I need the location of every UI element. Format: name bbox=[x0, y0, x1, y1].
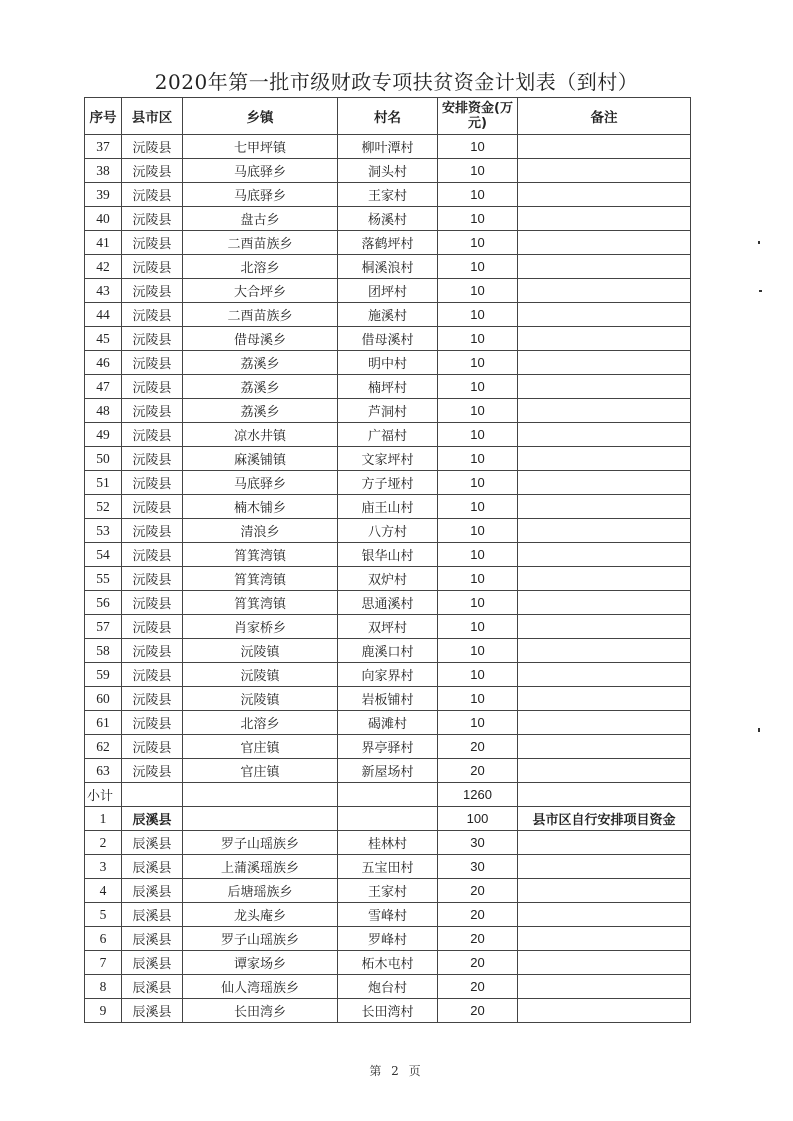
cell-township: 七甲坪镇 bbox=[183, 135, 338, 159]
table-row bbox=[85, 351, 691, 375]
cell-village: 碣滩村 bbox=[338, 711, 438, 735]
cell-village: 庙王山村 bbox=[338, 495, 438, 519]
cell-remarks bbox=[518, 759, 691, 783]
cell-funds: 10 bbox=[438, 375, 518, 399]
cell-village: 文家坪村 bbox=[338, 447, 438, 471]
cell-index: 42 bbox=[85, 255, 122, 279]
cell-funds: 20 bbox=[438, 759, 518, 783]
cell-village: 杨溪村 bbox=[338, 207, 438, 231]
cell-village: 借母溪村 bbox=[338, 327, 438, 351]
cell-county: 沅陵县 bbox=[122, 543, 183, 567]
cell-village: 炮台村 bbox=[338, 975, 438, 999]
cell-village: 桐溪浪村 bbox=[338, 255, 438, 279]
cell-index: 44 bbox=[85, 303, 122, 327]
cell-village: 明中村 bbox=[338, 351, 438, 375]
cell-remarks bbox=[518, 543, 691, 567]
scan-speck bbox=[758, 728, 760, 732]
cell-county: 辰溪县 bbox=[122, 927, 183, 951]
header-township: 乡镇 bbox=[183, 98, 338, 135]
cell-township: 沅陵镇 bbox=[183, 687, 338, 711]
table-row bbox=[85, 567, 691, 591]
table-row bbox=[85, 399, 691, 423]
cell-township: 罗子山瑶族乡 bbox=[183, 831, 338, 855]
table-row bbox=[85, 711, 691, 735]
cell-county: 沅陵县 bbox=[122, 519, 183, 543]
table-row bbox=[85, 615, 691, 639]
cell-remarks bbox=[518, 447, 691, 471]
cell-village: 团坪村 bbox=[338, 279, 438, 303]
cell-township: 马底驿乡 bbox=[183, 471, 338, 495]
cell-remarks bbox=[518, 159, 691, 183]
table-row bbox=[85, 327, 691, 351]
table-row bbox=[85, 951, 691, 975]
cell-village: 向家界村 bbox=[338, 663, 438, 687]
cell-village: 柘木屯村 bbox=[338, 951, 438, 975]
cell-funds: 10 bbox=[438, 303, 518, 327]
cell-remarks bbox=[518, 879, 691, 903]
table-row bbox=[85, 135, 691, 159]
cell-village: 长田湾村 bbox=[338, 999, 438, 1023]
cell-remarks bbox=[518, 687, 691, 711]
cell-funds: 20 bbox=[438, 999, 518, 1023]
cell-township: 谭家场乡 bbox=[183, 951, 338, 975]
table-row bbox=[85, 687, 691, 711]
cell-remarks bbox=[518, 711, 691, 735]
cell-index: 38 bbox=[85, 159, 122, 183]
cell-index: 8 bbox=[85, 975, 122, 999]
cell-funds: 20 bbox=[438, 975, 518, 999]
cell-township: 上蒲溪瑶族乡 bbox=[183, 855, 338, 879]
cell-village: 柳叶潭村 bbox=[338, 135, 438, 159]
cell-remarks bbox=[518, 255, 691, 279]
cell-index: 1 bbox=[85, 807, 122, 831]
cell-remarks bbox=[518, 591, 691, 615]
cell-county: 沅陵县 bbox=[122, 447, 183, 471]
cell-county: 沅陵县 bbox=[122, 759, 183, 783]
cell-index: 小计 bbox=[85, 783, 122, 807]
cell-remarks bbox=[518, 375, 691, 399]
cell-funds: 20 bbox=[438, 879, 518, 903]
cell-index: 49 bbox=[85, 423, 122, 447]
cell-funds: 10 bbox=[438, 567, 518, 591]
cell-village: 芦洞村 bbox=[338, 399, 438, 423]
cell-index: 60 bbox=[85, 687, 122, 711]
cell-county: 沅陵县 bbox=[122, 159, 183, 183]
cell-county: 沅陵县 bbox=[122, 327, 183, 351]
cell-county: 沅陵县 bbox=[122, 567, 183, 591]
cell-village: 广福村 bbox=[338, 423, 438, 447]
table-row bbox=[85, 855, 691, 879]
cell-funds: 100 bbox=[438, 807, 518, 831]
cell-index: 4 bbox=[85, 879, 122, 903]
cell-funds: 20 bbox=[438, 927, 518, 951]
cell-funds: 20 bbox=[438, 735, 518, 759]
cell-index: 5 bbox=[85, 903, 122, 927]
cell-village: 落鹤坪村 bbox=[338, 231, 438, 255]
cell-township: 北溶乡 bbox=[183, 255, 338, 279]
subtotal-row bbox=[85, 783, 691, 807]
cell-county: 辰溪县 bbox=[122, 831, 183, 855]
table-row bbox=[85, 519, 691, 543]
cell-village: 思通溪村 bbox=[338, 591, 438, 615]
header-village: 村名 bbox=[338, 98, 438, 135]
cell-township: 龙头庵乡 bbox=[183, 903, 338, 927]
table-row bbox=[85, 375, 691, 399]
cell-township: 官庄镇 bbox=[183, 735, 338, 759]
header-index: 序号 bbox=[85, 98, 122, 135]
table-row bbox=[85, 279, 691, 303]
cell-county: 沅陵县 bbox=[122, 303, 183, 327]
cell-funds: 20 bbox=[438, 903, 518, 927]
table-row bbox=[85, 975, 691, 999]
cell-village: 施溪村 bbox=[338, 303, 438, 327]
cell-index: 61 bbox=[85, 711, 122, 735]
cell-county: 沅陵县 bbox=[122, 375, 183, 399]
cell-funds: 20 bbox=[438, 951, 518, 975]
cell-village: 桂林村 bbox=[338, 831, 438, 855]
cell-village bbox=[338, 783, 438, 807]
table-row bbox=[85, 207, 691, 231]
cell-index: 56 bbox=[85, 591, 122, 615]
cell-remarks bbox=[518, 567, 691, 591]
header-funds: 安排资金(万元) bbox=[438, 98, 518, 135]
cell-village: 罗峰村 bbox=[338, 927, 438, 951]
cell-county: 沅陵县 bbox=[122, 471, 183, 495]
cell-township: 清浪乡 bbox=[183, 519, 338, 543]
cell-funds: 10 bbox=[438, 495, 518, 519]
cell-funds: 30 bbox=[438, 855, 518, 879]
document-title: 2020年第一批市级财政专项扶贫资金计划表（到村） bbox=[154, 70, 639, 94]
table-row bbox=[85, 543, 691, 567]
cell-county: 沅陵县 bbox=[122, 735, 183, 759]
cell-county: 辰溪县 bbox=[122, 879, 183, 903]
cell-village: 双炉村 bbox=[338, 567, 438, 591]
cell-county: 辰溪县 bbox=[122, 999, 183, 1023]
cell-funds: 10 bbox=[438, 687, 518, 711]
cell-index: 37 bbox=[85, 135, 122, 159]
table-row bbox=[85, 999, 691, 1023]
cell-index: 57 bbox=[85, 615, 122, 639]
cell-funds: 10 bbox=[438, 711, 518, 735]
cell-remarks bbox=[518, 423, 691, 447]
table-row bbox=[85, 231, 691, 255]
cell-index: 62 bbox=[85, 735, 122, 759]
cell-township: 大合坪乡 bbox=[183, 279, 338, 303]
cell-index: 63 bbox=[85, 759, 122, 783]
cell-township: 马底驿乡 bbox=[183, 183, 338, 207]
cell-funds: 10 bbox=[438, 639, 518, 663]
cell-county: 沅陵县 bbox=[122, 279, 183, 303]
cell-village: 界亭驿村 bbox=[338, 735, 438, 759]
cell-county: 沅陵县 bbox=[122, 231, 183, 255]
cell-funds: 10 bbox=[438, 447, 518, 471]
cell-funds: 1260 bbox=[438, 783, 518, 807]
cell-county: 沅陵县 bbox=[122, 207, 183, 231]
cell-index: 2 bbox=[85, 831, 122, 855]
cell-remarks bbox=[518, 663, 691, 687]
table-row bbox=[85, 879, 691, 903]
cell-township: 二酉苗族乡 bbox=[183, 303, 338, 327]
cell-index: 3 bbox=[85, 855, 122, 879]
cell-funds: 10 bbox=[438, 399, 518, 423]
cell-remarks bbox=[518, 927, 691, 951]
cell-county: 沅陵县 bbox=[122, 591, 183, 615]
table-row bbox=[85, 639, 691, 663]
cell-county: 沅陵县 bbox=[122, 351, 183, 375]
cell-village: 银华山村 bbox=[338, 543, 438, 567]
table-body bbox=[85, 135, 691, 1023]
cell-remarks bbox=[518, 351, 691, 375]
cell-remarks bbox=[518, 999, 691, 1023]
cell-index: 46 bbox=[85, 351, 122, 375]
cell-index: 9 bbox=[85, 999, 122, 1023]
cell-township: 借母溪乡 bbox=[183, 327, 338, 351]
cell-township: 盘古乡 bbox=[183, 207, 338, 231]
cell-township: 沅陵镇 bbox=[183, 663, 338, 687]
cell-funds: 10 bbox=[438, 255, 518, 279]
table-row bbox=[85, 663, 691, 687]
header-county: 县市区 bbox=[122, 98, 183, 135]
cell-index: 51 bbox=[85, 471, 122, 495]
scan-speck bbox=[758, 241, 760, 244]
cell-remarks bbox=[518, 951, 691, 975]
scan-speck bbox=[759, 290, 762, 292]
cell-village bbox=[338, 807, 438, 831]
cell-village: 双坪村 bbox=[338, 615, 438, 639]
cell-index: 58 bbox=[85, 639, 122, 663]
cell-county: 沅陵县 bbox=[122, 423, 183, 447]
cell-remarks bbox=[518, 903, 691, 927]
cell-township: 沅陵镇 bbox=[183, 639, 338, 663]
cell-index: 39 bbox=[85, 183, 122, 207]
cell-township: 长田湾乡 bbox=[183, 999, 338, 1023]
cell-index: 45 bbox=[85, 327, 122, 351]
cell-index: 59 bbox=[85, 663, 122, 687]
table-row bbox=[85, 903, 691, 927]
cell-index: 53 bbox=[85, 519, 122, 543]
cell-funds: 10 bbox=[438, 663, 518, 687]
cell-index: 40 bbox=[85, 207, 122, 231]
page-number: 第 2 页 bbox=[369, 1064, 424, 1078]
cell-township: 筲箕湾镇 bbox=[183, 543, 338, 567]
cell-funds: 30 bbox=[438, 831, 518, 855]
cell-funds: 10 bbox=[438, 543, 518, 567]
cell-village: 雪峰村 bbox=[338, 903, 438, 927]
cell-village: 五宝田村 bbox=[338, 855, 438, 879]
cell-county: 沅陵县 bbox=[122, 495, 183, 519]
cell-funds: 10 bbox=[438, 159, 518, 183]
cell-index: 7 bbox=[85, 951, 122, 975]
cell-township bbox=[183, 807, 338, 831]
cell-funds: 10 bbox=[438, 327, 518, 351]
cell-county: 沅陵县 bbox=[122, 135, 183, 159]
table-row bbox=[85, 255, 691, 279]
table-row bbox=[85, 927, 691, 951]
cell-county: 沅陵县 bbox=[122, 615, 183, 639]
cell-funds: 10 bbox=[438, 519, 518, 543]
table-row bbox=[85, 423, 691, 447]
cell-village: 洞头村 bbox=[338, 159, 438, 183]
cell-county: 沅陵县 bbox=[122, 399, 183, 423]
table-row bbox=[85, 759, 691, 783]
cell-township: 北溶乡 bbox=[183, 711, 338, 735]
cell-index: 52 bbox=[85, 495, 122, 519]
cell-county: 辰溪县 bbox=[122, 951, 183, 975]
header-remarks: 备注 bbox=[518, 98, 691, 135]
cell-remarks bbox=[518, 495, 691, 519]
cell-county: 沅陵县 bbox=[122, 663, 183, 687]
cell-remarks bbox=[518, 303, 691, 327]
cell-township: 筲箕湾镇 bbox=[183, 567, 338, 591]
cell-remarks bbox=[518, 207, 691, 231]
cell-county: 辰溪县 bbox=[122, 807, 183, 831]
cell-county bbox=[122, 783, 183, 807]
cell-township: 仙人湾瑶族乡 bbox=[183, 975, 338, 999]
cell-remarks bbox=[518, 639, 691, 663]
cell-remarks bbox=[518, 399, 691, 423]
cell-township: 二酉苗族乡 bbox=[183, 231, 338, 255]
cell-township bbox=[183, 783, 338, 807]
table-header-row bbox=[85, 98, 691, 135]
cell-funds: 10 bbox=[438, 135, 518, 159]
cell-remarks bbox=[518, 471, 691, 495]
cell-county: 沅陵县 bbox=[122, 183, 183, 207]
cell-funds: 10 bbox=[438, 351, 518, 375]
cell-remarks bbox=[518, 279, 691, 303]
cell-village: 八方村 bbox=[338, 519, 438, 543]
cell-township: 后塘瑶族乡 bbox=[183, 879, 338, 903]
cell-county: 沅陵县 bbox=[122, 255, 183, 279]
cell-funds: 10 bbox=[438, 183, 518, 207]
cell-county: 沅陵县 bbox=[122, 687, 183, 711]
cell-township: 荔溪乡 bbox=[183, 351, 338, 375]
cell-remarks: 县市区自行安排项目资金 bbox=[518, 807, 691, 831]
cell-index: 43 bbox=[85, 279, 122, 303]
cell-county: 辰溪县 bbox=[122, 975, 183, 999]
cell-remarks bbox=[518, 975, 691, 999]
cell-remarks bbox=[518, 783, 691, 807]
cell-township: 肖家桥乡 bbox=[183, 615, 338, 639]
cell-funds: 10 bbox=[438, 471, 518, 495]
cell-village: 鹿溪口村 bbox=[338, 639, 438, 663]
cell-remarks bbox=[518, 855, 691, 879]
cell-township: 楠木铺乡 bbox=[183, 495, 338, 519]
table-row bbox=[85, 471, 691, 495]
table-row bbox=[85, 447, 691, 471]
cell-index: 55 bbox=[85, 567, 122, 591]
cell-funds: 10 bbox=[438, 615, 518, 639]
cell-funds: 10 bbox=[438, 591, 518, 615]
cell-township: 凉水井镇 bbox=[183, 423, 338, 447]
cell-village: 方子垭村 bbox=[338, 471, 438, 495]
cell-township: 荔溪乡 bbox=[183, 399, 338, 423]
cell-funds: 10 bbox=[438, 423, 518, 447]
cell-village: 王家村 bbox=[338, 183, 438, 207]
cell-township: 罗子山瑶族乡 bbox=[183, 927, 338, 951]
table-row bbox=[85, 159, 691, 183]
cell-funds: 10 bbox=[438, 279, 518, 303]
cell-index: 54 bbox=[85, 543, 122, 567]
cell-village: 楠坪村 bbox=[338, 375, 438, 399]
cell-index: 47 bbox=[85, 375, 122, 399]
cell-village: 新屋场村 bbox=[338, 759, 438, 783]
funding-plan-table bbox=[84, 97, 691, 1023]
cell-remarks bbox=[518, 327, 691, 351]
cell-remarks bbox=[518, 183, 691, 207]
cell-funds: 10 bbox=[438, 231, 518, 255]
cell-township: 官庄镇 bbox=[183, 759, 338, 783]
cell-township: 荔溪乡 bbox=[183, 375, 338, 399]
cell-remarks bbox=[518, 519, 691, 543]
cell-township: 筲箕湾镇 bbox=[183, 591, 338, 615]
cell-index: 50 bbox=[85, 447, 122, 471]
table-row bbox=[85, 591, 691, 615]
cell-index: 48 bbox=[85, 399, 122, 423]
cell-township: 马底驿乡 bbox=[183, 159, 338, 183]
cell-county: 辰溪县 bbox=[122, 855, 183, 879]
cell-index: 41 bbox=[85, 231, 122, 255]
cell-county: 沅陵县 bbox=[122, 639, 183, 663]
cell-index: 6 bbox=[85, 927, 122, 951]
cell-remarks bbox=[518, 231, 691, 255]
cell-remarks bbox=[518, 615, 691, 639]
cell-village: 岩板铺村 bbox=[338, 687, 438, 711]
cell-county: 沅陵县 bbox=[122, 711, 183, 735]
table-row bbox=[85, 303, 691, 327]
cell-remarks bbox=[518, 831, 691, 855]
cell-remarks bbox=[518, 135, 691, 159]
table-row bbox=[85, 831, 691, 855]
cell-county: 辰溪县 bbox=[122, 903, 183, 927]
cell-village: 王家村 bbox=[338, 879, 438, 903]
table-row bbox=[85, 735, 691, 759]
table-row bbox=[85, 183, 691, 207]
cell-township: 麻溪铺镇 bbox=[183, 447, 338, 471]
cell-funds: 10 bbox=[438, 207, 518, 231]
cell-remarks bbox=[518, 735, 691, 759]
table-row bbox=[85, 495, 691, 519]
table-row bbox=[85, 807, 691, 831]
